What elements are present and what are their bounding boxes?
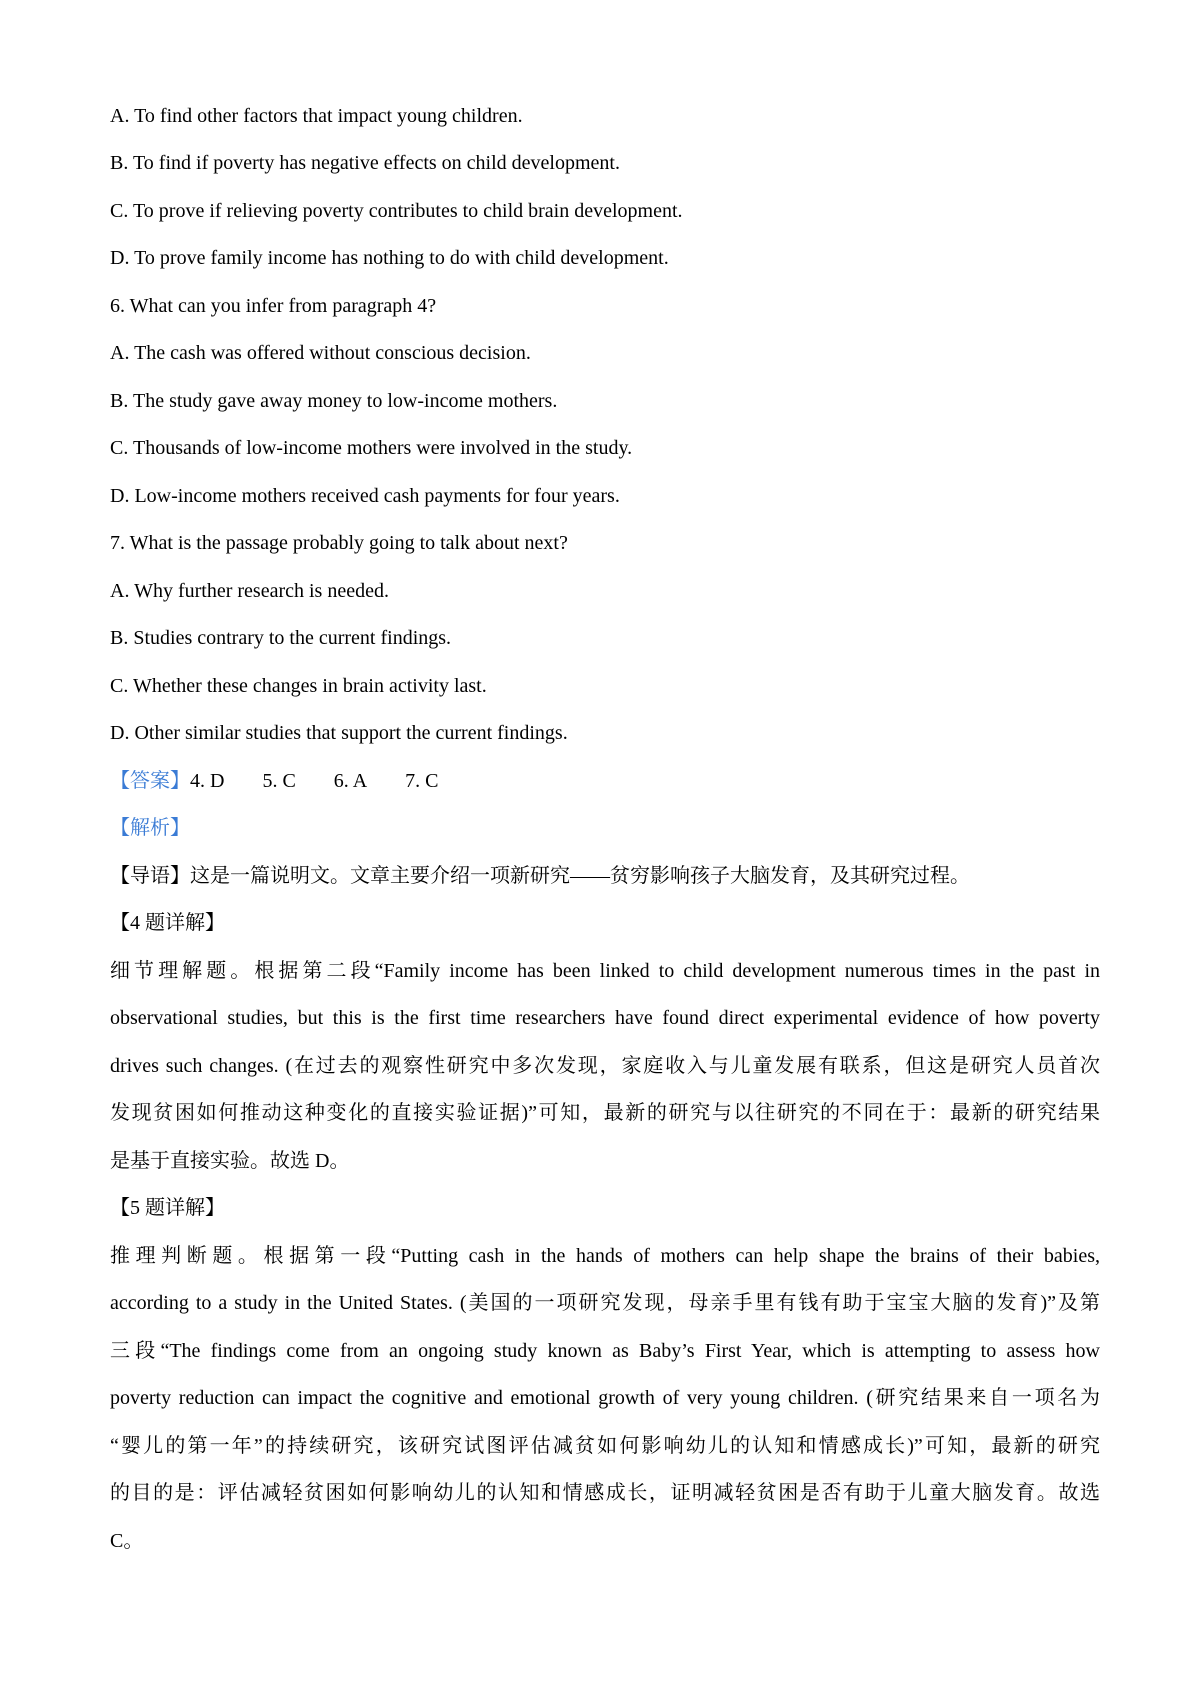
answer-line [110, 769, 438, 793]
q5-option-b: B. To find if poverty has negative effects on child development. [110, 152, 620, 174]
q4-detail-heading: 【4 题详解】 [110, 912, 225, 934]
q4-detail-line: 细节理解题。根据第二段“Family income has been linked to child development numerous times in the past in [110, 960, 1100, 982]
q5-option-a: A. To find other factors that impact young children. [110, 105, 523, 127]
q4-detail-line: drives such changes. (在过去的观察性研究中多次发现，家庭收入与儿童发展有联系，但这是研究人员首次 [110, 1055, 1100, 1077]
q7-option-c: C. Whether these changes in brain activity last. [110, 675, 487, 697]
q5-detail-heading: 【5 题详解】 [110, 1197, 225, 1219]
q6-option-c: C. Thousands of low-income mothers were involved in the study. [110, 437, 633, 459]
q5-detail-line: C。 [110, 1530, 144, 1552]
answer-item-7: 7. C [405, 770, 439, 792]
q5-option-d: D. To prove family income has nothing to do with child development. [110, 247, 669, 269]
q6-option-b: B. The study gave away money to low-income mothers. [110, 390, 558, 412]
q6-option-d: D. Low-income mothers received cash payments for four years. [110, 485, 620, 507]
q5-option-c: C. To prove if relieving poverty contributes to child brain development. [110, 200, 683, 222]
q4-detail-line: 发现贫困如何推动这种变化的直接实验证据)”可知，最新的研究与以往研究的不同在于：最新的研究结果 [110, 1102, 1100, 1124]
answer-item-4: 4. D [190, 770, 225, 792]
q7-option-a: A. Why further research is needed. [110, 580, 389, 602]
q5-detail-line: “婴儿的第一年”的持续研究，该研究试图评估减贫如何影响幼儿的认知和情感成长)”可知，最新的研究 [110, 1435, 1100, 1457]
analysis-label: 【解析】 [110, 817, 190, 839]
q7-option-d: D. Other similar studies that support the current findings. [110, 722, 568, 744]
answer-label: 【答案】 [110, 770, 190, 792]
guide-text: 【导语】这是一篇说明文。文章主要介绍一项新研究——贫穷影响孩子大脑发育，及其研究过程。 [110, 865, 970, 887]
q5-detail-line: according to a study in the United States. (美国的一项研究发现，母亲手里有钱有助于宝宝大脑的发育)”及第 [110, 1292, 1100, 1314]
q5-detail-line: poverty reduction can impact the cognitive and emotional growth of very young children. (研究结果来自一项名为 [110, 1387, 1100, 1409]
q6-question: 6. What can you infer from paragraph 4? [110, 295, 437, 317]
q5-detail-line: 三段“The findings come from an ongoing study known as Baby’s First Year, which is attempting to assess how [110, 1340, 1100, 1362]
q7-question: 7. What is the passage probably going to talk about next? [110, 532, 568, 554]
q5-detail-line: 推理判断题。根据第一段“Putting cash in the hands of mothers can help shape the brains of their babies, [110, 1245, 1100, 1267]
q4-detail-line: 是基于直接实验。故选 D。 [110, 1150, 350, 1172]
q7-option-b: B. Studies contrary to the current findings. [110, 627, 452, 649]
q4-detail-line: observational studies, but this is the first time researchers have found direct experimental evidence of how poverty [110, 1007, 1100, 1029]
q6-option-a: A. The cash was offered without conscious decision. [110, 342, 531, 364]
answer-item-5: 5. C [262, 770, 296, 792]
q5-detail-line: 的目的是：评估减轻贫困如何影响幼儿的认知和情感成长，证明减轻贫困是否有助于儿童大脑发育。故选 [110, 1482, 1100, 1504]
answer-item-6: 6. A [333, 770, 368, 792]
